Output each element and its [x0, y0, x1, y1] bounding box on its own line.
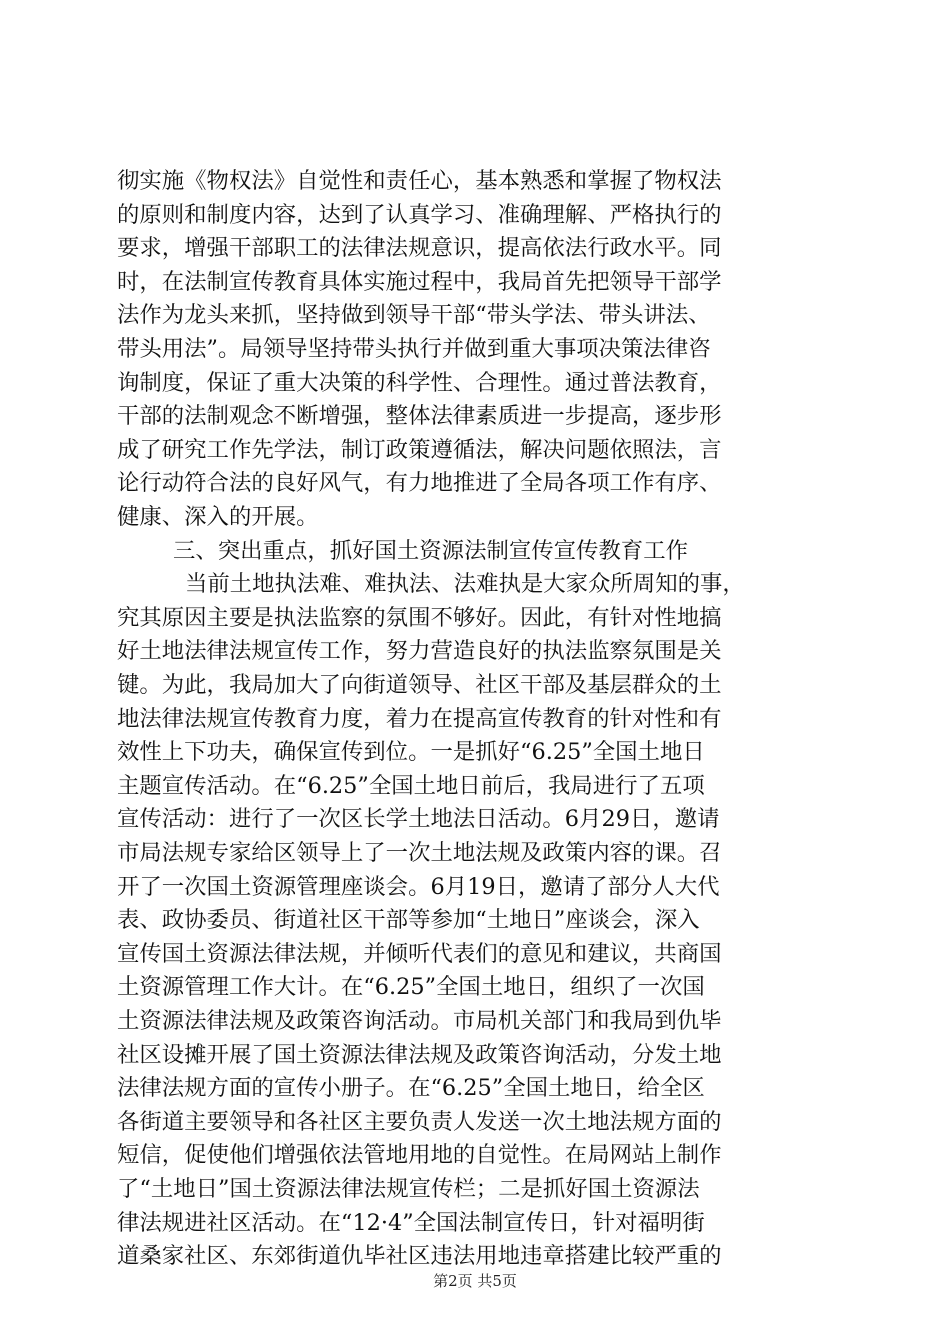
section-heading: 三、突出重点，抓好国土资源法制宣传宣传教育工作 [173, 537, 688, 564]
text-line: 成了研究工作先学法，制订政策遵循法，解决问题依照法，言 [117, 436, 722, 463]
text-line: 地法律法规宣传教育力度，着力在提高宣传教育的针对性和有 [117, 705, 722, 732]
text-line: 要求，增强干部职工的法律法规意识，提高依法行政水平。同 [117, 235, 722, 262]
text-line: 社区设摊开展了国土资源法律法规及政策咨询活动，分发土地 [117, 1041, 722, 1068]
text-line: 健康、深入的开展。 [117, 504, 319, 530]
text-line: 干部的法制观念不断增强，整体法律素质进一步提高，逐步形 [117, 403, 722, 430]
text-line: 土资源法律法规及政策咨询活动。市局机关部门和我局到仇毕 [117, 1008, 722, 1034]
text-line: 短信，促使他们增强依法管地用地的自觉性。在局网站上制作 [117, 1142, 722, 1169]
text-line: 彻实施《物权法》自觉性和责任心，基本熟悉和掌握了物权法 [117, 168, 722, 194]
text-line: 论行动符合法的良好风气，有力地推进了全局各项工作有序、 [117, 470, 722, 497]
text-line: 土资源管理工作大计。在“6.25”全国土地日，组织了一次国 [117, 974, 705, 1001]
text-line: 询制度，保证了重大决策的科学性、合理性。通过普法教育， [117, 369, 722, 396]
text-line: 市局法规专家给区领导上了一次土地法规及政策内容的课。召 [117, 840, 722, 866]
text-line: 键。为此，我局加大了向街道领导、社区干部及基层群众的土 [117, 672, 722, 698]
text-line: 当前土地执法难、难执法、法难执是大家众所周知的事， [185, 571, 745, 598]
text-line: 开了一次国土资源管理座谈会。6月19日，邀请了部分人大代 [117, 873, 720, 900]
text-line: 法律法规方面的宣传小册子。在“6.25”全国土地日，给全区 [117, 1075, 705, 1102]
text-line: 带头用法”。局领导坚持带头执行并做到重大事项决策法律咨 [117, 336, 711, 362]
text-line: 时，在法制宣传教育具体实施过程中，我局首先把领导干部学 [117, 268, 722, 295]
text-line: 宣传活动：进行了一次区长学土地法日活动。6月29日，邀请 [117, 806, 720, 833]
page-number-footer: 第2页 共5页 [433, 1272, 517, 1290]
text-line: 好土地法律法规宣传工作，努力营造良好的执法监察氛围是关 [117, 638, 722, 665]
text-line: 道桑家社区、东郊街道仇毕社区违法用地违章搭建比较严重的 [117, 1243, 722, 1270]
text-line: 效性上下功夫，确保宣传到位。一是抓好“6.25”全国土地日 [117, 739, 705, 766]
text-line: 宣传国土资源法律法规，并倾听代表们的意见和建议，共商国 [117, 940, 722, 967]
text-line: 表、政协委员、街道社区干部等参加“土地日”座谈会，深入 [117, 907, 700, 934]
text-line: 了“土地日”国土资源法律法规宣传栏；二是抓好国土资源法 [117, 1176, 700, 1202]
text-line: 法作为龙头来抓，坚持做到领导干部“带头学法、带头讲法、 [117, 302, 711, 329]
text-line: 究其原因主要是执法监察的氛围不够好。因此，有针对性地搞 [117, 604, 722, 631]
text-line: 主题宣传活动。在“6.25”全国土地日前后，我局进行了五项 [117, 772, 705, 799]
text-line: 的原则和制度内容，达到了认真学习、准确理解、严格执行的 [117, 201, 722, 228]
text-line: 律法规进社区活动。在“12·4”全国法制宣传日，针对福明街 [117, 1209, 705, 1236]
text-line: 各街道主要领导和各社区主要负责人发送一次土地法规方面的 [117, 1108, 722, 1135]
